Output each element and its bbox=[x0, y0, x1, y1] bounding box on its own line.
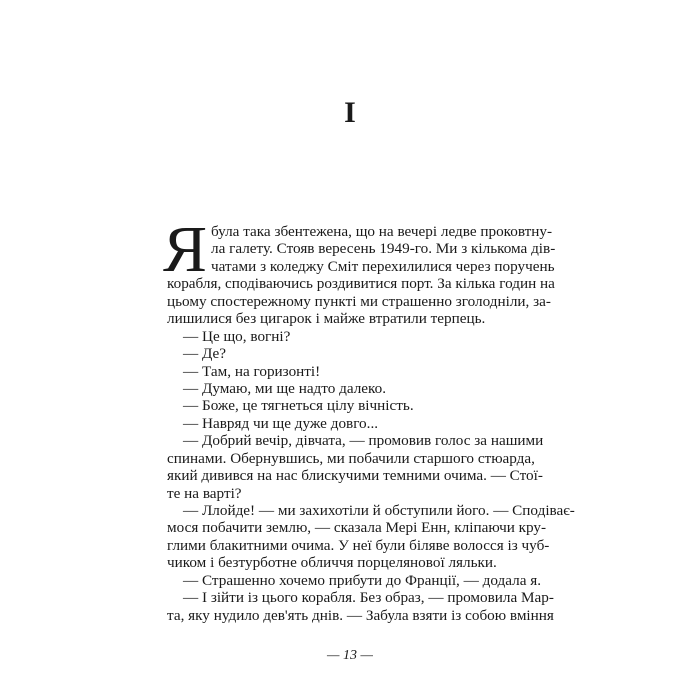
text-line: — Ллойде! — ми захихотіли й обступили його. — Сподіває- bbox=[183, 502, 575, 519]
text-line: який дивився на нас блискучими темними очима. — Стої- bbox=[167, 467, 543, 485]
text-line: ла галету. Стояв вересень 1949-го. Ми з кількома дів- bbox=[211, 240, 556, 258]
text-line: те на варті? bbox=[167, 484, 242, 502]
text-line: — Добрий вечір, дівчата, — промовив голос за нашими bbox=[183, 432, 544, 450]
text-line: — Боже, це тягнеться цілу вічність. bbox=[183, 397, 414, 415]
text-line: — Страшенно хочемо прибути до Франції, — додала я. bbox=[183, 571, 542, 589]
text-line: чатами з коледжу Сміт перехилилися через поручень bbox=[211, 257, 555, 275]
chapter-number: I bbox=[344, 96, 356, 129]
text-line: чиком і безтурботне обличчя порцелянової ляльки. bbox=[167, 554, 497, 572]
text-line: — Де? bbox=[183, 345, 227, 363]
drop-cap: Я bbox=[163, 213, 208, 286]
text-line: була така збентежена, що на вечері ледве проковтну- bbox=[211, 223, 553, 240]
text-line: корабля, сподіваючись роздивитися порт. За кілька годин на bbox=[167, 275, 555, 293]
text-line: мося побачити землю, — сказала Мері Енн, кліпаючи кру- bbox=[167, 519, 547, 537]
text-line: — Думаю, ми ще надто далеко. bbox=[183, 379, 387, 397]
text-line: цьому спостережному пункті ми страшенно зголодніли, за- bbox=[167, 292, 551, 310]
text-line: лишилися без цигарок і майже втратили терпець. bbox=[167, 310, 486, 328]
text-line: спинами. Обернувшись, ми побачили старшого стюарда, bbox=[167, 449, 535, 467]
text-line: глими блакитними очима. У неї були біляве волосся із чуб- bbox=[167, 536, 550, 554]
page-number: — 13 — bbox=[327, 648, 373, 663]
text-line: та, яку нудило дев'ять днів. — Забула взяти із собою вміння bbox=[167, 606, 554, 624]
text-line: — Там, на горизонті! bbox=[183, 362, 321, 380]
text-line: — Навряд чи ще дуже довго... bbox=[183, 414, 379, 432]
text-line: — І зійти із цього корабля. Без образ, — промовила Мар- bbox=[183, 589, 554, 607]
text-line: — Це що, вогні? bbox=[183, 327, 291, 345]
body-text bbox=[163, 213, 575, 624]
